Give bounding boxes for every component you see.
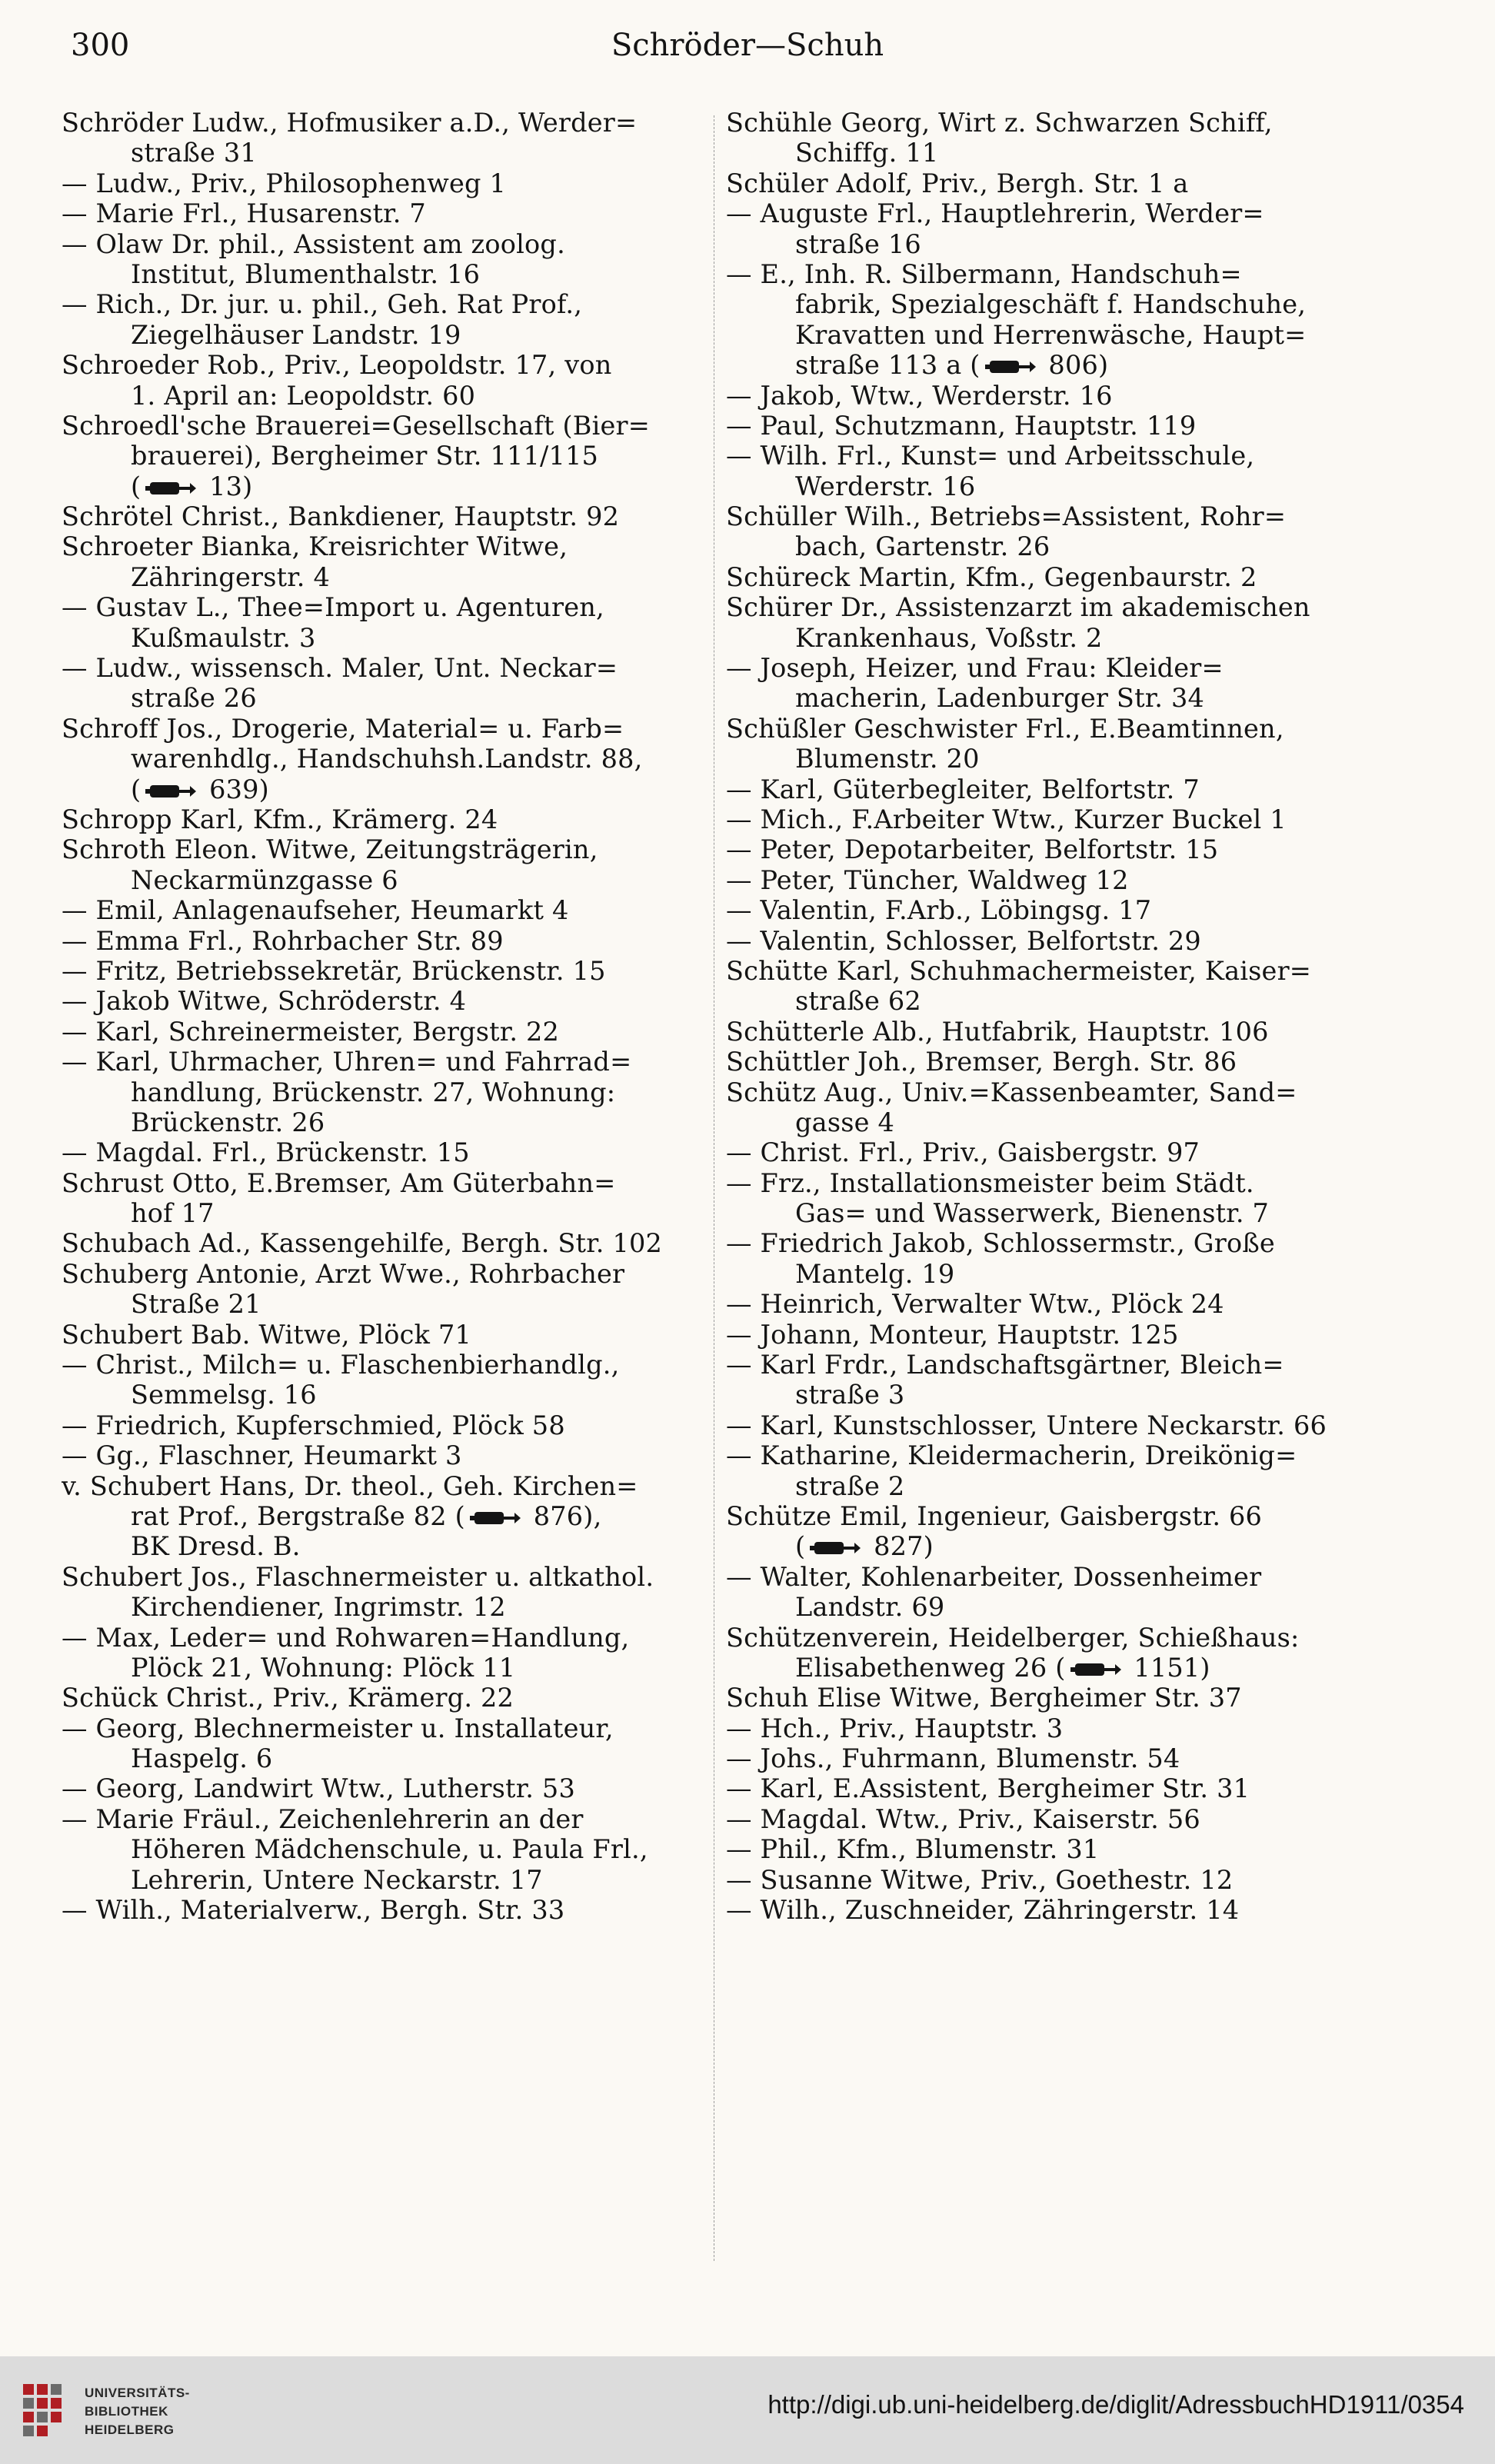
right-entry-line: ( 827) [795, 1531, 934, 1562]
right-entry-line: straße 3 [795, 1380, 905, 1410]
right-entry-line: — Johs., Fuhrmann, Blumenstr. 54 [726, 1743, 1180, 1774]
left-entry-line: Schroedl'sche Brauerei=Gesellschaft (Bier= [62, 410, 651, 441]
left-entry-line: — Olaw Dr. phil., Assistent am zoolog. [62, 228, 565, 259]
left-entry-line: Schroth Eleon. Witwe, Zeitungsträgerin, [62, 834, 598, 865]
left-entry-line: Zähringerstr. 4 [131, 561, 331, 592]
right-entry-line: — Karl, Kunstschlosser, Untere Neckarstr. 66 [726, 1410, 1327, 1440]
left-entry-line: — Ludw., wissensch. Maler, Unt. Neckar= [62, 653, 618, 684]
right-entry-line: Schütz Aug., Univ.=Kassenbeamter, Sand= [726, 1077, 1297, 1107]
left-entry-line: — Christ., Milch= u. Flaschenbierhandlg., [62, 1350, 620, 1380]
left-entry-line: — Friedrich, Kupferschmied, Plöck 58 [62, 1410, 565, 1440]
left-entry-line: v. Schubert Hans, Dr. theol., Geh. Kirchen= [62, 1470, 638, 1501]
left-entry-line: — Jakob Witwe, Schröderstr. 4 [62, 986, 467, 1017]
logo-text-line-1: UNIVERSITÄTS- [85, 2386, 190, 2400]
right-entry-line: — Auguste Frl., Hauptlehrerin, Werder= [726, 198, 1264, 229]
right-entry-line: Gas= und Wasserwerk, Bienenstr. 7 [795, 1198, 1270, 1229]
right-entry-line: Blumenstr. 20 [795, 744, 980, 774]
left-entry-line: — Magdal. Frl., Brückenstr. 15 [62, 1137, 470, 1168]
right-entry-line: — Peter, Depotarbeiter, Belfortstr. 15 [726, 834, 1219, 865]
telephone-icon [144, 783, 198, 800]
left-entry-line: straße 26 [131, 683, 257, 714]
left-entry-line: Schück Christ., Priv., Krämerg. 22 [62, 1683, 514, 1713]
left-entry-line: rat Prof., Bergstraße 82 ( 876), [131, 1500, 602, 1531]
right-entry-line: Schüßler Geschwister Frl., E.Beamtinnen, [726, 713, 1284, 744]
right-entry-line: bach, Gartenstr. 26 [795, 531, 1050, 562]
right-entry-line: straße 16 [795, 228, 921, 259]
running-title: Schröder—Schuh [611, 28, 884, 63]
right-column [726, 108, 1410, 1925]
left-entry-line: straße 31 [131, 138, 257, 168]
right-entry-line: Schützenverein, Heidelberger, Schießhaus: [726, 1622, 1300, 1653]
left-entry-line: Schroeder Rob., Priv., Leopoldstr. 17, von [62, 350, 612, 381]
left-entry-line: Schrötel Christ., Bankdiener, Hauptstr. 92 [62, 501, 620, 532]
left-entry-line: — Gg., Flaschner, Heumarkt 3 [62, 1440, 462, 1471]
left-entry-line: warenhdlg., Handschuhsh.Landstr. 88, [131, 744, 643, 774]
left-entry-line: — Ludw., Priv., Philosophenweg 1 [62, 168, 507, 198]
logo-text-line-3: HEIDELBERG [85, 2422, 175, 2437]
left-entry-line: Schuberg Antonie, Arzt Wwe., Rohrbacher [62, 1258, 625, 1289]
left-entry-line: ( 639) [131, 774, 269, 804]
left-entry-line: Lehrerin, Untere Neckarstr. 17 [131, 1864, 543, 1895]
left-entry-line: Schubach Ad., Kassengehilfe, Bergh. Str. 102 [62, 1228, 662, 1259]
right-entry-line: — Hch., Priv., Hauptstr. 3 [726, 1713, 1064, 1743]
right-entry-line: Schühle Georg, Wirt z. Schwarzen Schiff, [726, 108, 1273, 138]
right-entry-line: — Walter, Kohlenarbeiter, Dossenheimer [726, 1561, 1262, 1592]
right-entry-line: Elisabethenweg 26 ( 1151) [795, 1652, 1210, 1683]
left-entry-line: — Georg, Blechnermeister u. Installateur, [62, 1713, 614, 1743]
left-entry-line: — Karl, Schreinermeister, Bergstr. 22 [62, 1016, 560, 1047]
right-entry-line: — Valentin, Schlosser, Belfortstr. 29 [726, 925, 1201, 956]
right-entry-line: Schüreck Martin, Kfm., Gegenbaurstr. 2 [726, 561, 1257, 592]
right-entry-line: Schüller Wilh., Betriebs=Assistent, Rohr= [726, 501, 1287, 532]
telephone-icon [808, 1540, 862, 1557]
left-entry-line: — Max, Leder= und Rohwaren=Handlung, [62, 1622, 630, 1653]
right-entry-line: — Heinrich, Verwalter Wtw., Plöck 24 [726, 1289, 1224, 1320]
right-entry-line: — Katharine, Kleidermacherin, Dreikönig= [726, 1440, 1297, 1471]
left-entry-line: — Emil, Anlagenaufseher, Heumarkt 4 [62, 895, 569, 926]
right-entry-line: Schütte Karl, Schuhmachermeister, Kaiser= [726, 955, 1312, 986]
right-entry-line: — Wilh. Frl., Kunst= und Arbeitsschule, [726, 441, 1255, 471]
logo-text-line-2: BIBLIOTHEK [85, 2404, 168, 2419]
right-entry-line: Mantelg. 19 [795, 1258, 955, 1289]
right-entry-line: — E., Inh. R. Silbermann, Handschuh= [726, 258, 1242, 289]
left-entry-line: Ziegelhäuser Landstr. 19 [131, 319, 461, 350]
right-entry-line: Schüler Adolf, Priv., Bergh. Str. 1 a [726, 168, 1189, 198]
left-entry-line: Kußmaulstr. 3 [131, 622, 316, 653]
left-entry-line: Schrust Otto, E.Bremser, Am Güterbahn= [62, 1167, 616, 1198]
right-entry-line: Werderstr. 16 [795, 471, 976, 501]
right-entry-line: — Karl, Güterbegleiter, Belfortstr. 7 [726, 774, 1200, 804]
right-entry-line: — Frz., Installationsmeister beim Städt. [726, 1167, 1254, 1198]
telephone-icon [468, 1510, 522, 1527]
library-logo[interactable] [18, 2379, 211, 2449]
right-entry-line: Schüttler Joh., Bremser, Bergh. Str. 86 [726, 1047, 1237, 1077]
right-entry-line: Schuh Elise Witwe, Bergheimer Str. 37 [726, 1683, 1242, 1713]
left-entry-line: Schroff Jos., Drogerie, Material= u. Farb= [62, 713, 624, 744]
left-entry-line: Schropp Karl, Kfm., Krämerg. 24 [62, 804, 498, 834]
left-entry-line: — Georg, Landwirt Wtw., Lutherstr. 53 [62, 1773, 575, 1804]
left-entry-line: Höheren Mädchenschule, u. Paula Frl., [131, 1834, 648, 1865]
left-entry-line: handlung, Brückenstr. 27, Wohnung: [131, 1077, 616, 1107]
right-entry-line: — Karl, E.Assistent, Bergheimer Str. 31 [726, 1773, 1250, 1804]
left-entry-line: — Rich., Dr. jur. u. phil., Geh. Rat Prof., [62, 289, 583, 320]
right-entry-line: Schiffg. 11 [795, 138, 939, 168]
page-header [0, 23, 1495, 77]
left-entry-line: Kirchendiener, Ingrimstr. 12 [131, 1592, 506, 1623]
right-entry-line: macherin, Ladenburger Str. 34 [795, 683, 1205, 714]
page-number: 300 [71, 28, 130, 63]
right-entry-line: — Paul, Schutzmann, Hauptstr. 119 [726, 410, 1197, 441]
source-url-link[interactable]: http://digi.ub.uni-heidelberg.de/diglit/AdressbuchHD1911/0354 [767, 2390, 1464, 2419]
left-entry-line: — Emma Frl., Rohrbacher Str. 89 [62, 925, 504, 956]
right-entry-line: Kravatten und Herrenwäsche, Haupt= [795, 319, 1307, 350]
right-entry-line: fabrik, Spezialgeschäft f. Handschuhe, [795, 289, 1307, 320]
left-entry-line: Schröder Ludw., Hofmusiker a.D., Werder= [62, 108, 638, 138]
left-entry-line: — Marie Fräul., Zeichenlehrerin an der [62, 1803, 584, 1834]
left-entry-line: hof 17 [131, 1198, 215, 1229]
right-entry-line: — Karl Frdr., Landschaftsgärtner, Bleich= [726, 1350, 1284, 1380]
left-entry-line: Semmelsg. 16 [131, 1380, 317, 1410]
left-entry-line: — Karl, Uhrmacher, Uhren= und Fahrrad= [62, 1047, 632, 1077]
right-entry-line: — Phil., Kfm., Blumenstr. 31 [726, 1834, 1100, 1865]
right-entry-line: — Johann, Monteur, Hauptstr. 125 [726, 1319, 1179, 1350]
left-entry-line: — Fritz, Betriebssekretär, Brückenstr. 15 [62, 955, 606, 986]
right-entry-line: — Peter, Tüncher, Waldweg 12 [726, 864, 1129, 895]
left-entry-line: Neckarmünzgasse 6 [131, 864, 398, 895]
right-entry-line: — Magdal. Wtw., Priv., Kaiserstr. 56 [726, 1803, 1200, 1834]
left-entry-line: — Wilh., Materialverw., Bergh. Str. 33 [62, 1895, 565, 1926]
left-column [62, 108, 732, 1925]
left-entry-line: Schubert Bab. Witwe, Plöck 71 [62, 1319, 471, 1350]
right-entry-line: — Valentin, F.Arb., Löbingsg. 17 [726, 895, 1152, 926]
left-entry-line: brauerei), Bergheimer Str. 111/115 [131, 441, 599, 471]
left-entry-line: Schubert Jos., Flaschnermeister u. altkathol. [62, 1561, 654, 1592]
right-entry-line: — Mich., F.Arbeiter Wtw., Kurzer Buckel 1 [726, 804, 1287, 834]
left-entry-line: 1. April an: Leopoldstr. 60 [131, 380, 476, 411]
right-entry-line: — Friedrich Jakob, Schlossermstr., Große [726, 1228, 1275, 1259]
left-entry-line: Plöck 21, Wohnung: Plöck 11 [131, 1652, 516, 1683]
telephone-icon [144, 480, 198, 497]
left-entry-line: Schroeter Bianka, Kreisrichter Witwe, [62, 531, 568, 562]
right-entry-line: Schütze Emil, Ingenieur, Gaisbergstr. 66 [726, 1500, 1263, 1531]
left-entry-line: Brückenstr. 26 [131, 1107, 325, 1137]
left-entry-line: BK Dresd. B. [131, 1531, 301, 1562]
right-entry-line: — Susanne Witwe, Priv., Goethestr. 12 [726, 1864, 1234, 1895]
left-entry-line: — Marie Frl., Husarenstr. 7 [62, 198, 426, 229]
right-entry-line: straße 2 [795, 1470, 905, 1501]
right-entry-line: — Wilh., Zuschneider, Zähringerstr. 14 [726, 1895, 1240, 1926]
right-entry-line: straße 113 a ( 806) [795, 350, 1109, 381]
right-entry-line: Krankenhaus, Voßstr. 2 [795, 622, 1103, 653]
right-entry-line: Schütterle Alb., Hutfabrik, Hauptstr. 106 [726, 1016, 1269, 1047]
right-entry-line: gasse 4 [795, 1107, 894, 1137]
telephone-icon [1069, 1661, 1123, 1678]
right-entry-line: Landstr. 69 [795, 1592, 945, 1623]
telephone-icon [984, 358, 1037, 375]
left-entry-line: Haspelg. 6 [131, 1743, 273, 1774]
left-entry-line: Institut, Blumenthalstr. 16 [131, 258, 481, 289]
library-logo-icon [18, 2379, 74, 2441]
footer-bar [0, 2356, 1495, 2464]
right-entry-line: — Joseph, Heizer, und Frau: Kleider= [726, 653, 1224, 684]
left-entry-line: Straße 21 [131, 1289, 261, 1320]
left-entry-line: ( 13) [131, 471, 253, 501]
right-entry-line: — Jakob, Wtw., Werderstr. 16 [726, 380, 1113, 411]
right-entry-line: — Christ. Frl., Priv., Gaisbergstr. 97 [726, 1137, 1200, 1168]
left-entry-line: — Gustav L., Thee=Import u. Agenturen, [62, 592, 604, 623]
right-entry-line: straße 62 [795, 986, 921, 1017]
right-entry-line: Schürer Dr., Assistenzarzt im akademischen [726, 592, 1310, 623]
